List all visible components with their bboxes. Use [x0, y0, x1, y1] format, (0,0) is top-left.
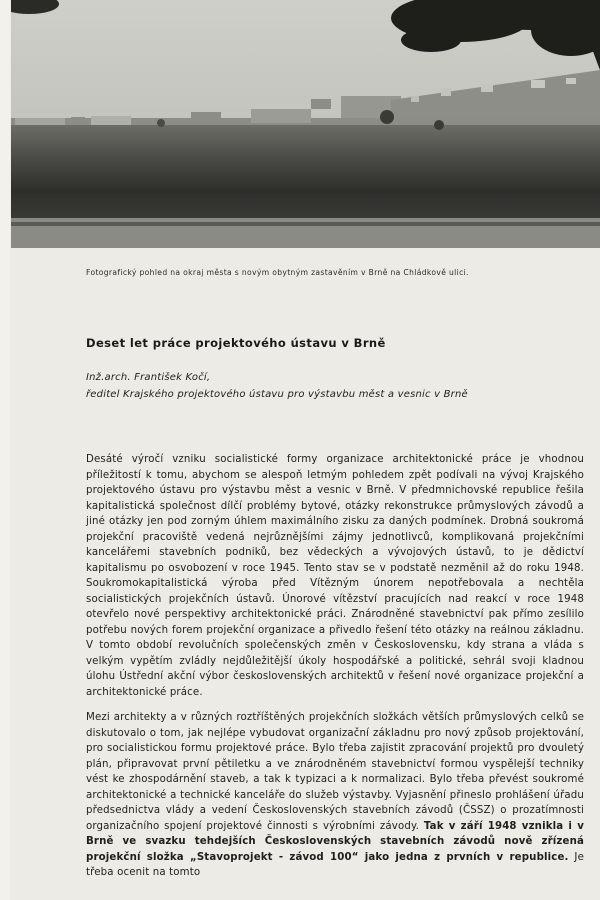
article-title: Deset let práce projektového ústavu v Brně: [86, 336, 386, 350]
photo-illustration: [11, 0, 600, 248]
author-name: Inž.arch. František Kočí,: [86, 372, 211, 383]
author-role: ředitel Krajského projektového ústavu pro výstavbu měst a vesnic v Brně: [86, 389, 468, 400]
paragraph-2: [86, 710, 584, 881]
paragraph-2-highlight: Tak v září 1948 vznikla i v Brně ve svazku tehdejších Československých stavebních závodů nově zřízená projekční složka „Stavoprojekt - závod 100“ jako jedna z prvních v republice.: [86, 820, 584, 863]
paragraph-2-text: Mezi architekty a v různých roztříštěných projekčních složkách větších průmyslových celků se diskutovalo o tom, jak nejlépe vybudovat organizační základnu pro nový způsob projektování, pro socialistickou formu projektové práce. Bylo třeba zajistit zpracování projektů pro dvouletý plán, připravovat první pětiletku a ve znárodněném stavebnictví formou vyspělejší techniky vést ke zhospodárnění staveb, a tak k typizaci a k normalizaci. Bylo třeba převést soukromé architektonické a technické kanceláře do služeb výstavby. Vyjasnění přineslo prohlášení úřadu předsednictva vlády a vedení Československých stavebních závodů (ČSSZ) o prozatímnosti organizačního spojení projektové činnosti s výrobními závody.: [86, 712, 584, 832]
author-block: [86, 369, 586, 403]
page-margin: [0, 0, 10, 900]
paragraph-2-tail: Je třeba ocenit na tomto: [86, 851, 584, 878]
article-body: [86, 452, 584, 891]
landscape-photo: [11, 0, 600, 248]
paragraph-1: Desáté výročí vzniku socialistické formy organizace architektonické práce je vhodnou příležitostí k tomu, abychom se alespoň letmým pohledem zpět podívali na vývoj Krajského projektového ústavu pro výstavbu měst a vesnic v Brně. V předmnichovské republice řešila kapitalistická společnost dílčí problémy bytové, otázky rekonstrukce průmyslových závodů a jiné otázky jen pod zorným úhlem maximálního zisku za daných podmínek. Drobná soukromá projekční pracoviště vedená nejrůznějšími zájmy jednotlivců, komplikovaná projekčními kancelářemi stavebních podniků, bez vědeckých a vývojových ústavů, to je dědictví kapitalismu po osvobození v roce 1945. Tento stav se v podstatě nezměnil až do roku 1948. Soukromokapitalistická výroba před Vítězným únorem nepotřebovala a nechtěla socialistických projekčních ústavů. Únorové vítězství pracujících nad reakcí v roce 1948 otevřelo nové perspektivy architektonické práci. Znárodněné stavebnictví pak přímo zesílilo potřebu nových forem projekční organizace a přivedlo řešení této otázky na reálnou základnu. V tomto období revolučních společenských změn v Československu, kdy strana a vláda s velkým vypětím zvládly nejdůležitější úkoly hospodářské a politické, sehrál svoji kladnou úlohu Ústřední akční výbor československých architektů v řešení nové organizace projekční a architektonické práce.: [86, 454, 584, 698]
photo-caption: Fotografický pohled na okraj města s novým obytným zastavěním v Brně na Chládkově ulici.: [86, 268, 469, 277]
